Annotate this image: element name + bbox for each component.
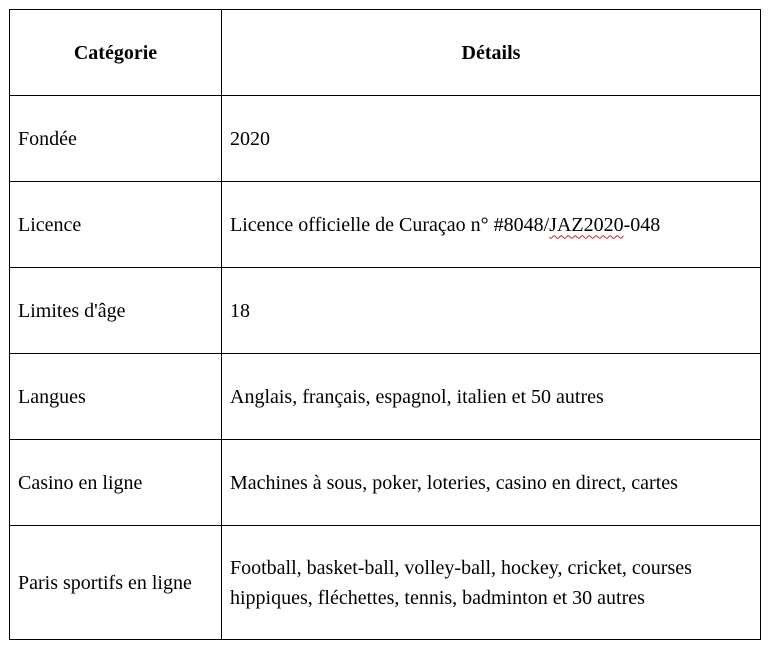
details-cell: Football, basket-ball, volley-ball, hockey, cricket, courses hippiques, fléchettes, tennis, badminton et 30 autres: [222, 526, 761, 640]
details-cell: Machines à sous, poker, loteries, casino en direct, cartes: [222, 440, 761, 526]
info-table-container: [9, 9, 761, 640]
table-row: [10, 268, 761, 354]
category-cell: Fondée: [10, 96, 222, 182]
licence-text-suffix: -048: [623, 213, 661, 236]
table-row: [10, 96, 761, 182]
details-cell: 2020: [222, 96, 761, 182]
header-category: Catégorie: [10, 10, 222, 96]
category-cell: Limites d'âge: [10, 268, 222, 354]
table-row: [10, 440, 761, 526]
category-cell: Licence: [10, 182, 222, 268]
details-cell: [222, 182, 761, 268]
table-header-row: [10, 10, 761, 96]
category-cell: Casino en ligne: [10, 440, 222, 526]
table-row: [10, 526, 761, 640]
details-cell: Anglais, français, espagnol, italien et 50 autres: [222, 354, 761, 440]
category-cell: Paris sportifs en ligne: [10, 526, 222, 640]
table-row: [10, 182, 761, 268]
category-cell: Langues: [10, 354, 222, 440]
header-details: Détails: [222, 10, 761, 96]
licence-text-prefix: Licence officielle de Curaçao n° #8048/: [230, 213, 550, 236]
table-row: [10, 354, 761, 440]
details-cell: 18: [222, 268, 761, 354]
info-table: [9, 9, 761, 640]
licence-code-spellcheck: JAZ2020: [549, 213, 624, 236]
